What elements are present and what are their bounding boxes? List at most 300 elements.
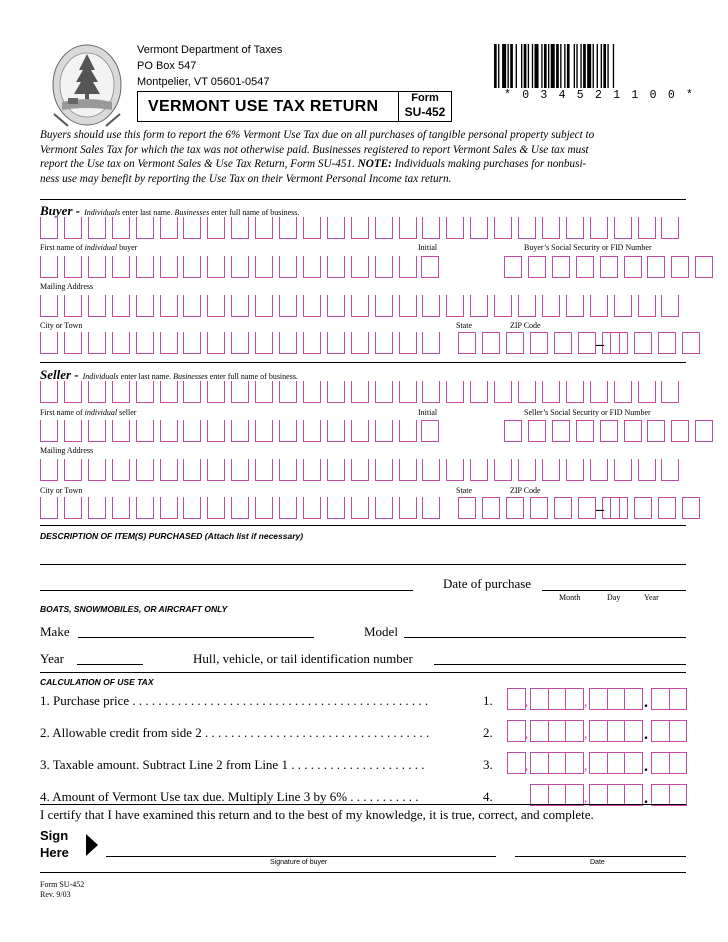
- state-seal: [48, 40, 126, 130]
- char-box[interactable]: [399, 381, 417, 403]
- char-box[interactable]: [112, 332, 130, 354]
- char-box[interactable]: [470, 217, 488, 239]
- make-field[interactable]: [78, 637, 314, 638]
- char-box[interactable]: [88, 332, 106, 354]
- char-box[interactable]: [255, 459, 273, 481]
- char-box[interactable]: [136, 217, 154, 239]
- char-box[interactable]: [303, 295, 321, 317]
- amount-digit-box[interactable]: [624, 720, 643, 742]
- calc-line-2-number: 2.: [483, 725, 493, 740]
- barcode-bar: [556, 44, 559, 88]
- amount-digit-box[interactable]: [607, 688, 626, 710]
- amount-digit-box[interactable]: [565, 784, 584, 806]
- char-box[interactable]: [303, 332, 321, 354]
- amount-digit-box[interactable]: [507, 688, 529, 710]
- char-box[interactable]: [327, 256, 345, 278]
- amount-digit-box[interactable]: [507, 752, 529, 774]
- char-box[interactable]: [327, 332, 345, 354]
- char-box[interactable]: [183, 217, 201, 239]
- description-line-1[interactable]: [40, 564, 686, 565]
- char-box[interactable]: [112, 256, 130, 278]
- char-box[interactable]: [351, 381, 369, 403]
- char-box[interactable]: [375, 295, 393, 317]
- char-box[interactable]: [136, 497, 154, 519]
- amount-cents-box[interactable]: [651, 752, 670, 774]
- char-box[interactable]: [88, 459, 106, 481]
- char-box[interactable]: [183, 381, 201, 403]
- char-box[interactable]: [160, 256, 178, 278]
- amount-digit-box[interactable]: [589, 784, 608, 806]
- char-box[interactable]: [422, 217, 440, 239]
- char-box[interactable]: [136, 420, 154, 442]
- char-box[interactable]: [600, 256, 618, 278]
- char-box[interactable]: [88, 217, 106, 239]
- buyer-heading: Buyer - Individuals enter last name. Businesses enter full name of business.: [40, 203, 300, 218]
- amount-digit-box[interactable]: [530, 688, 549, 710]
- char-box[interactable]: [136, 332, 154, 354]
- char-box[interactable]: [40, 256, 58, 278]
- char-box[interactable]: [327, 295, 345, 317]
- char-box[interactable]: [351, 295, 369, 317]
- char-box[interactable]: [658, 332, 676, 354]
- char-box[interactable]: [494, 381, 512, 403]
- footer-rev: Rev. 9/03: [40, 890, 71, 899]
- barcode-bar: [551, 44, 555, 88]
- date-of-purchase-field[interactable]: [542, 590, 686, 591]
- char-box[interactable]: [255, 497, 273, 519]
- char-box[interactable]: [160, 217, 178, 239]
- char-box[interactable]: [375, 497, 393, 519]
- char-box[interactable]: [375, 420, 393, 442]
- char-box[interactable]: [351, 497, 369, 519]
- char-box[interactable]: [183, 459, 201, 481]
- barcode-bar: [613, 44, 614, 88]
- char-box[interactable]: [610, 497, 628, 519]
- char-box[interactable]: [255, 295, 273, 317]
- amount-cents-box[interactable]: [651, 688, 670, 710]
- char-box[interactable]: [506, 497, 524, 519]
- seller-heading: Seller - Individuals enter last name. Businesses enter full name of business.: [40, 367, 298, 382]
- char-box[interactable]: [661, 295, 679, 317]
- char-box[interactable]: [231, 420, 249, 442]
- char-box[interactable]: [375, 332, 393, 354]
- char-box[interactable]: [614, 295, 632, 317]
- barcode-bar: [560, 44, 561, 88]
- amount-digit-box[interactable]: [548, 752, 567, 774]
- char-box[interactable]: [624, 256, 642, 278]
- char-box[interactable]: [578, 332, 596, 354]
- amount-digit-box[interactable]: [548, 720, 567, 742]
- char-box[interactable]: [40, 295, 58, 317]
- amount-digit-box[interactable]: [607, 752, 626, 774]
- char-box[interactable]: [255, 217, 273, 239]
- char-box[interactable]: [671, 420, 689, 442]
- char-box[interactable]: [112, 217, 130, 239]
- char-box[interactable]: [327, 459, 345, 481]
- char-box[interactable]: [303, 497, 321, 519]
- char-box[interactable]: [494, 459, 512, 481]
- char-box[interactable]: [552, 420, 570, 442]
- char-box[interactable]: [647, 420, 665, 442]
- char-box[interactable]: [327, 217, 345, 239]
- char-box[interactable]: [638, 381, 656, 403]
- signature-field[interactable]: [106, 856, 496, 857]
- char-box[interactable]: [624, 420, 642, 442]
- char-box[interactable]: [375, 459, 393, 481]
- char-box[interactable]: [160, 295, 178, 317]
- char-box[interactable]: [255, 381, 273, 403]
- char-box[interactable]: [661, 217, 679, 239]
- char-box[interactable]: [399, 420, 417, 442]
- divider: [40, 804, 686, 805]
- char-box[interactable]: [661, 459, 679, 481]
- char-box[interactable]: [255, 420, 273, 442]
- char-box[interactable]: [64, 420, 82, 442]
- barcode-bar: [535, 44, 539, 88]
- amount-cents-box[interactable]: [669, 752, 688, 774]
- char-box[interactable]: [610, 332, 628, 354]
- char-box[interactable]: [458, 332, 476, 354]
- char-box[interactable]: [255, 332, 273, 354]
- char-box[interactable]: [578, 497, 596, 519]
- char-box[interactable]: [303, 381, 321, 403]
- char-box[interactable]: [552, 256, 570, 278]
- char-box[interactable]: [399, 256, 417, 278]
- char-box[interactable]: [399, 497, 417, 519]
- char-box[interactable]: [279, 381, 297, 403]
- amount-digit-box[interactable]: [624, 752, 643, 774]
- char-box[interactable]: [446, 381, 464, 403]
- char-box[interactable]: [160, 420, 178, 442]
- description-line-2[interactable]: [40, 590, 413, 591]
- amount-digit-box[interactable]: [548, 688, 567, 710]
- char-box[interactable]: [614, 459, 632, 481]
- char-box[interactable]: [231, 459, 249, 481]
- char-box[interactable]: [638, 217, 656, 239]
- amount-digit-box[interactable]: [607, 720, 626, 742]
- char-box[interactable]: [375, 217, 393, 239]
- char-box[interactable]: [112, 459, 130, 481]
- amount-digit-box[interactable]: [589, 720, 608, 742]
- zip-dash: –: [596, 336, 604, 353]
- amount-digit-box[interactable]: [565, 752, 584, 774]
- char-box[interactable]: [279, 459, 297, 481]
- char-box[interactable]: [64, 459, 82, 481]
- char-box[interactable]: [183, 420, 201, 442]
- char-box[interactable]: [327, 497, 345, 519]
- char-box[interactable]: [422, 381, 440, 403]
- char-box[interactable]: [160, 332, 178, 354]
- char-box[interactable]: [638, 459, 656, 481]
- char-box[interactable]: [422, 295, 440, 317]
- char-box[interactable]: [207, 381, 225, 403]
- char-box[interactable]: [518, 381, 536, 403]
- char-box[interactable]: [482, 497, 500, 519]
- char-box[interactable]: [470, 295, 488, 317]
- amount-cents-box[interactable]: [669, 720, 688, 742]
- char-box[interactable]: [590, 381, 608, 403]
- char-box[interactable]: [600, 420, 618, 442]
- char-box[interactable]: [231, 217, 249, 239]
- intro-line-3: report the Use tax on Vermont Sales & Use Tax Return, Form SU-451. NOTE: Individuals making purchases for nonbusi-: [40, 158, 587, 170]
- char-box[interactable]: [112, 381, 130, 403]
- char-box[interactable]: [518, 295, 536, 317]
- amount-cents-box[interactable]: [651, 784, 670, 806]
- char-box[interactable]: [88, 420, 106, 442]
- date-field[interactable]: [515, 856, 686, 857]
- char-box[interactable]: [446, 295, 464, 317]
- char-box[interactable]: [40, 459, 58, 481]
- char-box[interactable]: [88, 256, 106, 278]
- char-box[interactable]: [64, 332, 82, 354]
- char-box[interactable]: [518, 217, 536, 239]
- char-box[interactable]: [518, 459, 536, 481]
- char-box[interactable]: [327, 420, 345, 442]
- char-box[interactable]: [136, 381, 154, 403]
- amount-cents-box[interactable]: [669, 688, 688, 710]
- char-box[interactable]: [566, 295, 584, 317]
- char-box[interactable]: [160, 459, 178, 481]
- char-box[interactable]: [303, 459, 321, 481]
- char-box[interactable]: [399, 459, 417, 481]
- char-box[interactable]: [695, 420, 713, 442]
- calc-line-4-number: 4.: [483, 789, 493, 804]
- buyer-mailing-label: Mailing Address: [40, 282, 94, 291]
- intro-line-1: Buyers should use this form to report the 6% Vermont Use Tax due on all purchases of tangible personal property subject to: [40, 129, 595, 141]
- char-box[interactable]: [647, 256, 665, 278]
- char-box[interactable]: [40, 332, 58, 354]
- char-box[interactable]: [303, 217, 321, 239]
- char-box[interactable]: [506, 332, 524, 354]
- char-box[interactable]: [207, 420, 225, 442]
- char-box[interactable]: [351, 459, 369, 481]
- char-box[interactable]: [279, 256, 297, 278]
- char-box[interactable]: [421, 420, 439, 442]
- char-box[interactable]: [255, 256, 273, 278]
- char-box[interactable]: [231, 332, 249, 354]
- calc-line-3-label: 3. Taxable amount. Subtract Line 2 from Line 1 . . . . . . . . . . . . . . . . . . . . .: [40, 757, 425, 772]
- char-box[interactable]: [351, 332, 369, 354]
- char-box[interactable]: [88, 381, 106, 403]
- char-box[interactable]: [634, 497, 652, 519]
- amount-digit-box[interactable]: [624, 784, 643, 806]
- divider: [40, 525, 686, 526]
- char-box[interactable]: [207, 256, 225, 278]
- char-box[interactable]: [661, 381, 679, 403]
- date-of-purchase-label: Date of purchase: [443, 576, 532, 591]
- char-box[interactable]: [446, 217, 464, 239]
- char-box[interactable]: [614, 217, 632, 239]
- char-box[interactable]: [279, 295, 297, 317]
- barcode-bar: [544, 44, 547, 88]
- char-box[interactable]: [207, 497, 225, 519]
- char-box[interactable]: [504, 420, 522, 442]
- here-label: Here: [40, 845, 69, 860]
- char-box[interactable]: [375, 256, 393, 278]
- char-box[interactable]: [638, 295, 656, 317]
- char-box[interactable]: [658, 497, 676, 519]
- char-box[interactable]: [64, 381, 82, 403]
- char-box[interactable]: [482, 332, 500, 354]
- char-box[interactable]: [422, 459, 440, 481]
- char-box[interactable]: [112, 295, 130, 317]
- hull-field[interactable]: [434, 664, 686, 665]
- char-box[interactable]: [183, 497, 201, 519]
- po-box: PO Box 547: [137, 60, 197, 72]
- char-box[interactable]: [231, 381, 249, 403]
- char-box[interactable]: [160, 497, 178, 519]
- char-box[interactable]: [399, 295, 417, 317]
- amount-digit-box[interactable]: [624, 688, 643, 710]
- char-box[interactable]: [528, 420, 546, 442]
- char-box[interactable]: [590, 217, 608, 239]
- char-box[interactable]: [695, 256, 713, 278]
- char-box[interactable]: [64, 295, 82, 317]
- char-box[interactable]: [542, 217, 560, 239]
- char-box[interactable]: [590, 459, 608, 481]
- char-box[interactable]: [530, 497, 548, 519]
- char-box[interactable]: [303, 420, 321, 442]
- char-box[interactable]: [64, 256, 82, 278]
- char-box[interactable]: [64, 497, 82, 519]
- amount-digit-box[interactable]: [589, 688, 608, 710]
- char-box[interactable]: [566, 459, 584, 481]
- char-box[interactable]: [528, 256, 546, 278]
- char-box[interactable]: [231, 256, 249, 278]
- char-box[interactable]: [40, 217, 58, 239]
- date-label: Date: [590, 859, 605, 866]
- barcode-bar: [521, 44, 522, 88]
- char-box[interactable]: [494, 295, 512, 317]
- char-box[interactable]: [88, 295, 106, 317]
- char-box[interactable]: [542, 381, 560, 403]
- char-box[interactable]: [566, 381, 584, 403]
- amount-digit-box[interactable]: [530, 720, 549, 742]
- char-box[interactable]: [88, 497, 106, 519]
- char-box[interactable]: [183, 332, 201, 354]
- char-box[interactable]: [207, 459, 225, 481]
- signature-label: Signature of buyer: [270, 859, 328, 866]
- amount-digit-box[interactable]: [589, 752, 608, 774]
- char-box[interactable]: [566, 217, 584, 239]
- char-box[interactable]: [231, 295, 249, 317]
- char-box[interactable]: [446, 459, 464, 481]
- zip-dash: –: [596, 501, 604, 518]
- char-box[interactable]: [183, 295, 201, 317]
- char-box[interactable]: [112, 497, 130, 519]
- amount-digit-box[interactable]: [565, 688, 584, 710]
- char-box[interactable]: [554, 332, 572, 354]
- char-box[interactable]: [682, 497, 700, 519]
- certify-text: I certify that I have examined this return and to the best of my knowledge, it is true, correct, and complete.: [40, 807, 594, 822]
- char-box[interactable]: [470, 459, 488, 481]
- barcode-bar: [603, 44, 606, 88]
- char-box[interactable]: [351, 420, 369, 442]
- char-box[interactable]: [494, 217, 512, 239]
- calc-line-3-number: 3.: [483, 757, 493, 772]
- amount-digit-box[interactable]: [607, 784, 626, 806]
- char-box[interactable]: [279, 332, 297, 354]
- char-box[interactable]: [40, 497, 58, 519]
- char-box[interactable]: [160, 381, 178, 403]
- model-field[interactable]: [404, 637, 686, 638]
- amount-cents-box[interactable]: [669, 784, 688, 806]
- year-label: Year: [644, 593, 659, 602]
- amount-digit-box[interactable]: [530, 752, 549, 774]
- char-box[interactable]: [634, 332, 652, 354]
- char-box[interactable]: [303, 256, 321, 278]
- char-box[interactable]: [207, 295, 225, 317]
- char-box[interactable]: [136, 459, 154, 481]
- char-box[interactable]: [530, 332, 548, 354]
- amount-comma: ,: [525, 758, 529, 773]
- barcode-bar: [607, 44, 608, 88]
- buyer-city-label: City or Town: [40, 321, 83, 330]
- char-box[interactable]: [279, 420, 297, 442]
- char-box[interactable]: [64, 217, 82, 239]
- amount-cents-box[interactable]: [651, 720, 670, 742]
- char-box[interactable]: [327, 381, 345, 403]
- char-box[interactable]: [112, 420, 130, 442]
- buyer-first-name-label: First name of individual buyer: [40, 243, 138, 252]
- char-box[interactable]: [40, 381, 58, 403]
- char-box[interactable]: [136, 256, 154, 278]
- char-box[interactable]: [590, 295, 608, 317]
- sign-label: Sign: [40, 828, 69, 843]
- char-box[interactable]: [399, 332, 417, 354]
- char-box[interactable]: [542, 459, 560, 481]
- form-number: SU-452: [404, 105, 446, 119]
- char-box[interactable]: [375, 381, 393, 403]
- amount-decimal-point: .: [644, 758, 648, 775]
- char-box[interactable]: [207, 217, 225, 239]
- char-box[interactable]: [422, 332, 440, 354]
- char-box[interactable]: [671, 256, 689, 278]
- char-box[interactable]: [682, 332, 700, 354]
- amount-digit-box[interactable]: [548, 784, 567, 806]
- char-box[interactable]: [279, 497, 297, 519]
- char-box[interactable]: [422, 497, 440, 519]
- char-box[interactable]: [351, 256, 369, 278]
- char-box[interactable]: [576, 420, 594, 442]
- char-box[interactable]: [576, 256, 594, 278]
- char-box[interactable]: [614, 381, 632, 403]
- char-box[interactable]: [504, 256, 522, 278]
- amount-digit-box[interactable]: [565, 720, 584, 742]
- char-box[interactable]: [351, 217, 369, 239]
- char-box[interactable]: [207, 332, 225, 354]
- char-box[interactable]: [136, 295, 154, 317]
- barcode-bar: [583, 44, 586, 88]
- amount-digit-box[interactable]: [507, 720, 529, 742]
- char-box[interactable]: [183, 256, 201, 278]
- amount-comma: ,: [584, 758, 588, 773]
- year-field[interactable]: [77, 664, 143, 665]
- char-box[interactable]: [470, 381, 488, 403]
- char-box[interactable]: [458, 497, 476, 519]
- char-box[interactable]: [554, 497, 572, 519]
- barcode-bar: [524, 44, 527, 88]
- char-box[interactable]: [421, 256, 439, 278]
- char-box[interactable]: [279, 217, 297, 239]
- amount-digit-box[interactable]: [530, 784, 549, 806]
- char-box[interactable]: [231, 497, 249, 519]
- amount-comma: ,: [584, 726, 588, 741]
- char-box[interactable]: [40, 420, 58, 442]
- char-box[interactable]: [399, 217, 417, 239]
- seller-ssn-label: Seller’s Social Security or FID Number: [524, 408, 651, 417]
- char-box[interactable]: [542, 295, 560, 317]
